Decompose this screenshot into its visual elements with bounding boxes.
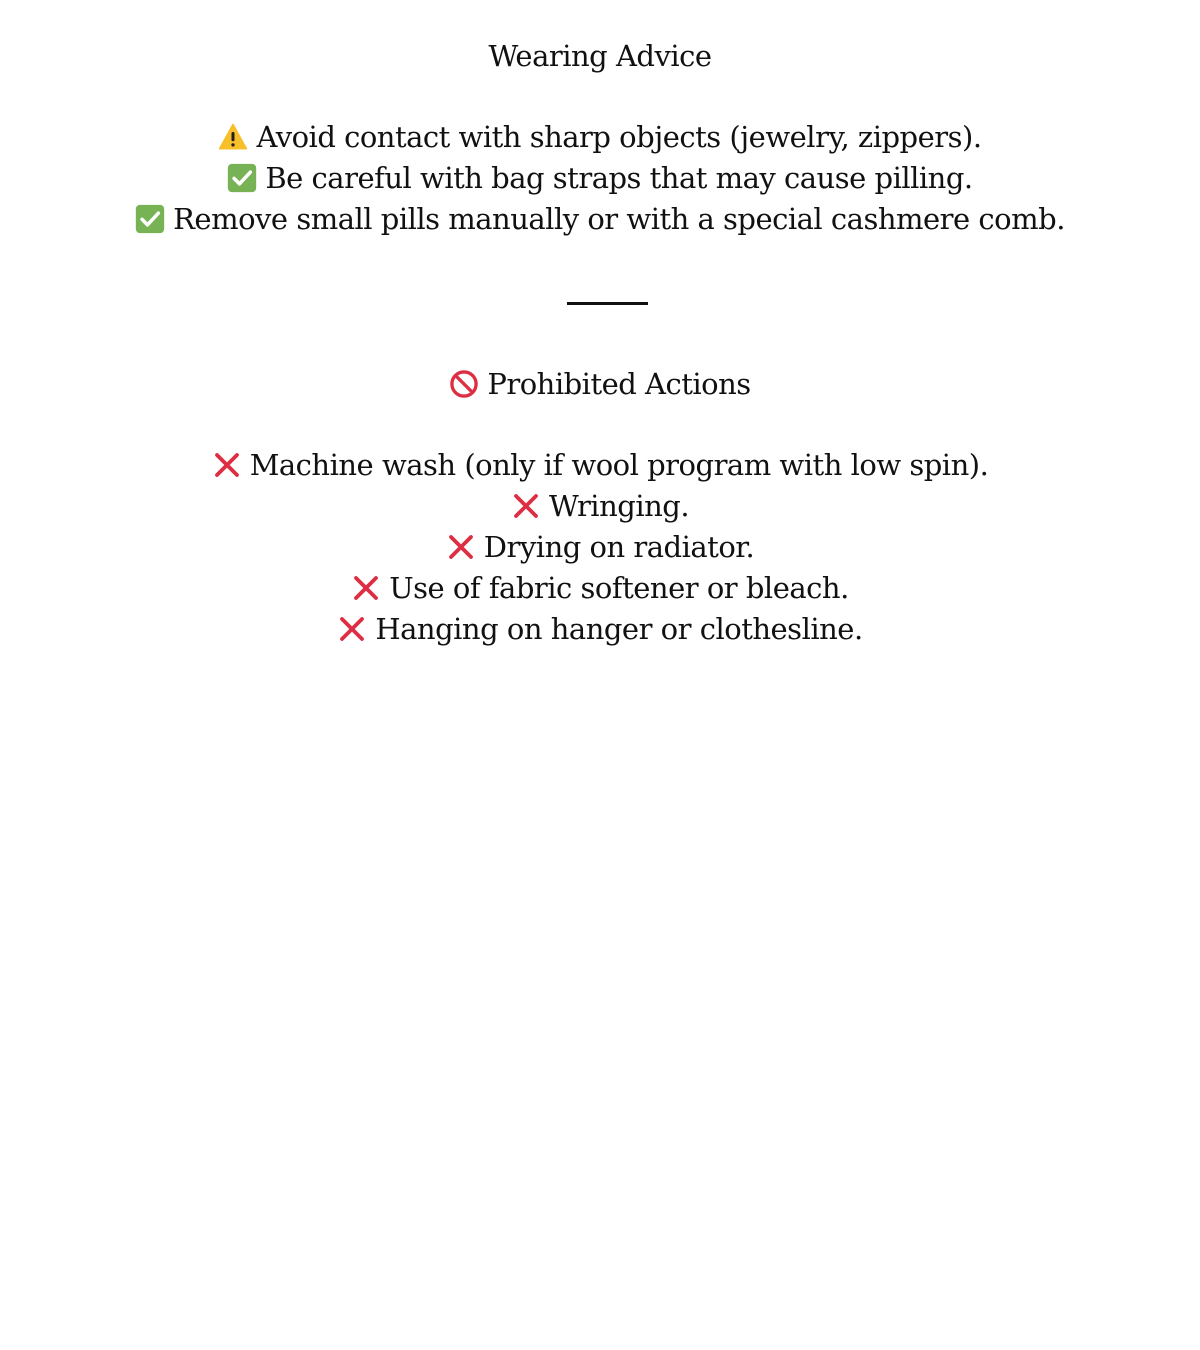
list-item-text: Be careful with bag straps that may cause pilling.	[265, 161, 973, 195]
check-mark-icon	[227, 163, 257, 193]
check-mark-icon	[135, 204, 165, 234]
section-divider	[567, 302, 648, 305]
list-item-text: Machine wash (only if wool program with low spin).	[249, 448, 989, 482]
list-item-text: Remove small pills manually or with a special cashmere comb.	[173, 202, 1065, 236]
list-item	[0, 609, 1200, 650]
list-item-text: Drying on radiator.	[483, 530, 755, 564]
prohibited-actions-list	[0, 445, 1200, 650]
list-item	[0, 486, 1200, 527]
wearing-advice-title: Wearing Advice	[488, 39, 712, 73]
cross-mark-icon	[337, 614, 367, 644]
list-item	[0, 199, 1200, 240]
cross-mark-icon	[212, 450, 242, 480]
list-item	[0, 117, 1200, 158]
list-item-text: Use of fabric softener or bleach.	[389, 571, 849, 605]
wearing-advice-heading	[0, 36, 1200, 76]
cross-mark-icon	[511, 491, 541, 521]
list-item-text: Avoid contact with sharp objects (jewelry, zippers).	[256, 120, 982, 154]
prohibited-actions-heading	[0, 364, 1200, 404]
cross-mark-icon	[351, 573, 381, 603]
list-item-text: Hanging on hanger or clothesline.	[375, 612, 863, 646]
wearing-advice-list	[0, 117, 1200, 240]
list-item	[0, 445, 1200, 486]
list-item-text: Wringing.	[548, 489, 690, 523]
warning-icon	[218, 122, 248, 152]
list-item	[0, 158, 1200, 199]
list-item	[0, 527, 1200, 568]
prohibited-icon	[449, 369, 479, 399]
cross-mark-icon	[446, 532, 476, 562]
list-item	[0, 568, 1200, 609]
prohibited-actions-title: Prohibited Actions	[487, 367, 751, 401]
